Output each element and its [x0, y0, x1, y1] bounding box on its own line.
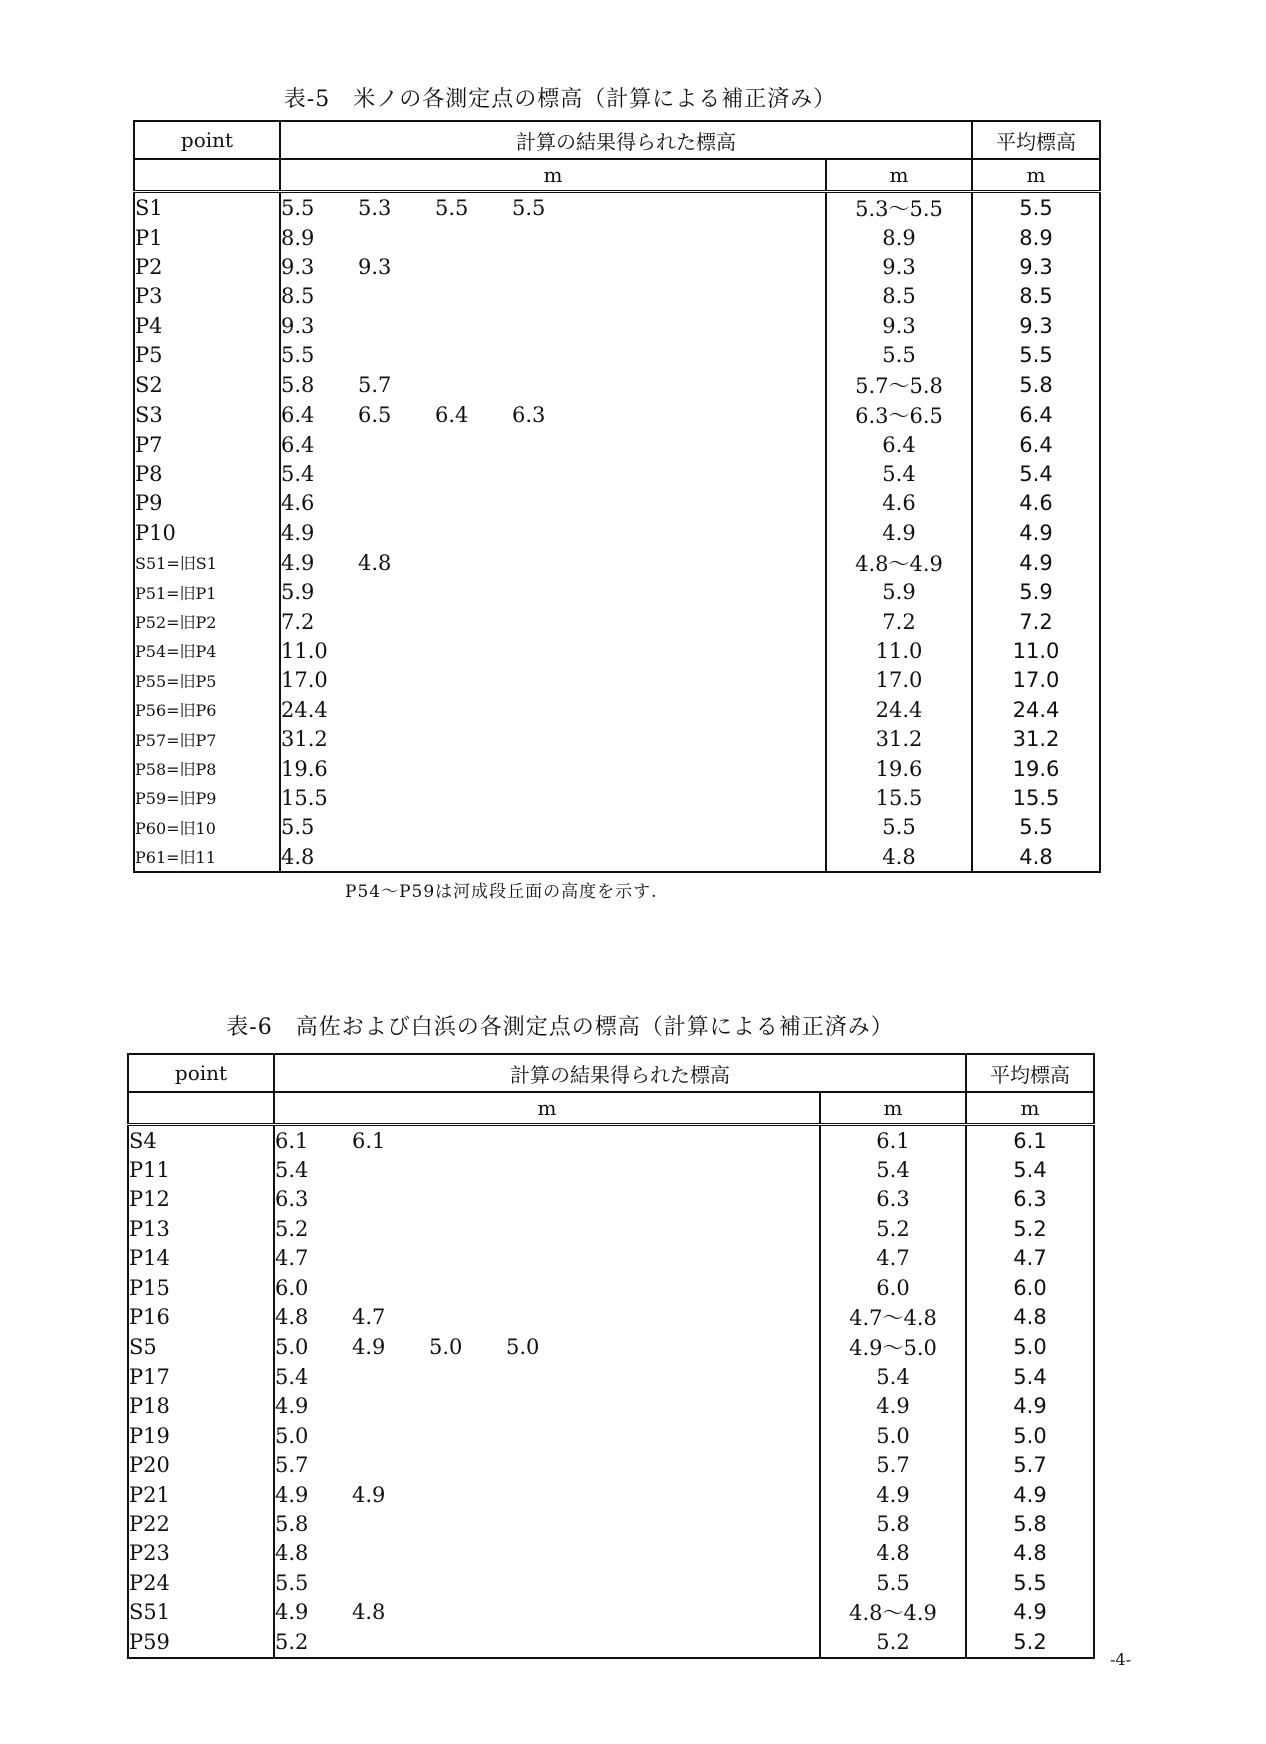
calc-values-cell — [280, 311, 826, 340]
range-cell: 4.7～4.8 — [820, 1302, 966, 1332]
calc-value: 4.6 — [281, 491, 315, 516]
table5-note: P54～P59は河成段丘面の高度を示す. — [345, 882, 658, 902]
calc-value: 4.9 — [352, 1482, 386, 1507]
average-cell: 4.8 — [966, 1539, 1094, 1568]
point-cell: P15 — [128, 1273, 274, 1302]
table-row — [128, 1362, 1094, 1391]
table-row — [134, 341, 1100, 370]
calc-value: 5.5 — [512, 196, 546, 220]
table5-caption: 表-5 米ノの各測定点の標高（計算による補正済み） — [283, 87, 837, 112]
average-cell: 6.3 — [966, 1185, 1094, 1214]
calc-value: 8.9 — [281, 225, 315, 250]
table-row — [128, 1185, 1094, 1214]
calc-value: 4.7 — [352, 1305, 386, 1330]
table-row — [128, 1244, 1094, 1273]
point-cell: P16 — [128, 1302, 274, 1332]
point-cell: P22 — [128, 1509, 274, 1538]
point-cell: P12 — [128, 1185, 274, 1214]
average-cell: 4.9 — [966, 1480, 1094, 1509]
table5-body — [134, 192, 1100, 873]
table-row — [134, 400, 1100, 430]
average-cell: 24.4 — [972, 695, 1100, 724]
range-cell: 11.0 — [826, 636, 972, 665]
header-unit-avg: m — [972, 159, 1100, 192]
average-cell: 4.9 — [972, 548, 1100, 578]
calc-values-cell — [280, 842, 826, 872]
average-cell: 5.5 — [972, 341, 1100, 370]
point-cell: P21 — [128, 1480, 274, 1509]
calc-value: 5.8 — [281, 372, 315, 397]
calc-value: 6.1 — [275, 1128, 309, 1153]
range-cell: 4.6 — [826, 489, 972, 518]
calc-value: 15.5 — [281, 785, 328, 810]
calc-value: 4.9 — [275, 1482, 309, 1507]
average-cell: 6.4 — [972, 430, 1100, 459]
range-cell: 5.5 — [826, 813, 972, 842]
table-row — [134, 548, 1100, 578]
table6-caption: 表-6 高佐および白浜の各測定点の標高（計算による補正済み） — [226, 1015, 894, 1040]
range-cell: 5.2 — [820, 1214, 966, 1243]
calc-value: 5.4 — [275, 1158, 309, 1183]
calc-values-cell — [280, 282, 826, 311]
calc-values-cell — [280, 252, 826, 281]
point-cell: S4 — [128, 1125, 274, 1156]
calc-value: 5.5 — [275, 1570, 309, 1595]
calc-value: 6.3 — [275, 1187, 309, 1212]
calc-values-cell — [274, 1273, 820, 1302]
average-cell: 17.0 — [972, 666, 1100, 695]
calc-value: 5.0 — [506, 1335, 540, 1360]
calc-values-cell — [274, 1125, 820, 1156]
average-cell: 4.7 — [966, 1244, 1094, 1273]
calc-values-cell — [274, 1392, 820, 1421]
point-cell: P51=旧P1 — [134, 578, 280, 607]
table-row — [128, 1597, 1094, 1627]
table-row — [128, 1273, 1094, 1302]
range-cell: 4.9 — [820, 1480, 966, 1509]
calc-values-cell — [274, 1421, 820, 1450]
average-cell: 4.9 — [972, 518, 1100, 547]
average-cell: 9.3 — [972, 311, 1100, 340]
point-cell: P54=旧P4 — [134, 636, 280, 665]
range-cell: 8.9 — [826, 223, 972, 252]
table-row — [128, 1392, 1094, 1421]
range-cell: 19.6 — [826, 754, 972, 783]
point-cell: S51 — [128, 1597, 274, 1627]
calc-value: 6.1 — [352, 1128, 386, 1153]
header-calc: 計算の結果得られた標高 — [280, 121, 972, 159]
calc-value: 5.5 — [435, 196, 469, 220]
table-row — [134, 783, 1100, 812]
calc-value: 5.5 — [281, 815, 315, 840]
range-cell: 5.5 — [820, 1568, 966, 1597]
range-cell: 8.5 — [826, 282, 972, 311]
table6-body — [128, 1125, 1094, 1658]
table-row — [134, 282, 1100, 311]
range-cell: 4.8 — [826, 842, 972, 872]
table-row — [128, 1509, 1094, 1538]
calc-value: 6.4 — [281, 402, 315, 427]
table-row — [134, 459, 1100, 488]
header-avg: 平均標高 — [972, 121, 1100, 159]
average-cell: 9.3 — [972, 252, 1100, 281]
average-cell: 4.9 — [966, 1392, 1094, 1421]
point-cell: P59 — [128, 1627, 274, 1657]
average-cell: 4.8 — [966, 1302, 1094, 1332]
range-cell: 24.4 — [826, 695, 972, 724]
calc-values-cell — [274, 1627, 820, 1657]
point-cell: P59=旧P9 — [134, 783, 280, 812]
table-row — [134, 666, 1100, 695]
calc-values-cell — [274, 1185, 820, 1214]
point-cell: P14 — [128, 1244, 274, 1273]
table-row — [128, 1332, 1094, 1362]
point-cell: P24 — [128, 1568, 274, 1597]
calc-value: 4.8 — [352, 1600, 386, 1625]
range-cell: 4.9 — [826, 518, 972, 547]
calc-values-cell — [274, 1509, 820, 1538]
range-cell: 9.3 — [826, 252, 972, 281]
header-calc: 計算の結果得られた標高 — [274, 1054, 966, 1092]
calc-values-cell — [280, 813, 826, 842]
range-cell: 4.8～4.9 — [826, 548, 972, 578]
table-row — [128, 1539, 1094, 1568]
table-row — [134, 252, 1100, 281]
calc-value: 5.9 — [281, 580, 315, 605]
table-row — [134, 518, 1100, 547]
point-cell: S2 — [134, 370, 280, 400]
table-row — [134, 430, 1100, 459]
average-cell: 5.2 — [966, 1627, 1094, 1657]
calc-value: 5.0 — [429, 1335, 463, 1360]
table-row — [128, 1451, 1094, 1480]
range-cell: 5.5 — [826, 341, 972, 370]
calc-values-cell — [280, 636, 826, 665]
table-row — [128, 1302, 1094, 1332]
calc-values-cell — [280, 548, 826, 578]
range-cell: 5.9 — [826, 578, 972, 607]
calc-values-cell — [274, 1332, 820, 1362]
average-cell: 5.4 — [972, 459, 1100, 488]
average-cell: 5.8 — [972, 370, 1100, 400]
calc-values-cell — [274, 1362, 820, 1391]
calc-value: 19.6 — [281, 756, 328, 781]
calc-value: 4.8 — [281, 844, 315, 869]
calc-value: 4.8 — [275, 1541, 309, 1566]
calc-values-cell — [280, 518, 826, 547]
page-number: -4- — [1110, 1650, 1131, 1669]
range-cell: 4.9～5.0 — [820, 1332, 966, 1362]
average-cell: 5.0 — [966, 1421, 1094, 1450]
calc-values-cell — [280, 459, 826, 488]
calc-values-cell — [274, 1539, 820, 1568]
table-row — [128, 1480, 1094, 1509]
range-cell: 5.8 — [820, 1509, 966, 1538]
average-cell: 5.5 — [966, 1568, 1094, 1597]
point-cell: P4 — [134, 311, 280, 340]
average-cell: 19.6 — [972, 754, 1100, 783]
table-row — [134, 607, 1100, 636]
calc-value: 9.3 — [281, 255, 315, 280]
range-cell: 5.0 — [820, 1421, 966, 1450]
average-cell: 11.0 — [972, 636, 1100, 665]
average-cell: 4.9 — [966, 1597, 1094, 1627]
calc-value: 9.3 — [358, 255, 392, 280]
average-cell: 4.8 — [972, 842, 1100, 872]
header-unit-range: m — [820, 1092, 966, 1125]
calc-value: 4.9 — [275, 1600, 309, 1625]
average-cell: 7.2 — [972, 607, 1100, 636]
range-cell: 4.9 — [820, 1392, 966, 1421]
average-cell: 6.4 — [972, 400, 1100, 430]
point-cell: P17 — [128, 1362, 274, 1391]
calc-value: 5.4 — [281, 462, 315, 487]
average-cell: 5.4 — [966, 1362, 1094, 1391]
calc-value: 5.5 — [281, 196, 315, 220]
calc-values-cell — [280, 666, 826, 695]
calc-value: 4.9 — [281, 550, 315, 575]
average-cell: 4.6 — [972, 489, 1100, 518]
header-point: point — [134, 121, 280, 159]
table-row — [134, 724, 1100, 753]
calc-value: 4.8 — [275, 1305, 309, 1330]
calc-values-cell — [274, 1451, 820, 1480]
header-avg: 平均標高 — [966, 1054, 1094, 1092]
point-cell: P58=旧P8 — [134, 754, 280, 783]
calc-value: 4.9 — [352, 1335, 386, 1360]
calc-value: 7.2 — [281, 609, 315, 634]
table-row — [128, 1627, 1094, 1657]
calc-values-cell — [280, 783, 826, 812]
calc-values-cell — [280, 607, 826, 636]
calc-values-cell — [280, 724, 826, 753]
point-cell: P19 — [128, 1421, 274, 1450]
calc-value: 9.3 — [281, 313, 315, 338]
header-unit-avg: m — [966, 1092, 1094, 1125]
average-cell: 5.5 — [972, 813, 1100, 842]
range-cell: 5.2 — [820, 1627, 966, 1657]
header-unit-calc: m — [280, 159, 826, 192]
table-row — [128, 1568, 1094, 1597]
calc-value: 4.9 — [281, 520, 315, 545]
table-row — [134, 489, 1100, 518]
table-row — [134, 695, 1100, 724]
table5 — [133, 120, 1101, 873]
table-row — [134, 842, 1100, 872]
average-cell: 8.9 — [972, 223, 1100, 252]
calc-value: 4.8 — [358, 550, 392, 575]
average-cell: 6.0 — [966, 1273, 1094, 1302]
calc-values-cell — [274, 1568, 820, 1597]
calc-value: 11.0 — [281, 638, 328, 663]
calc-values-cell — [280, 695, 826, 724]
calc-value: 5.0 — [275, 1335, 309, 1360]
calc-value: 4.9 — [275, 1394, 309, 1419]
point-cell: P55=旧P5 — [134, 666, 280, 695]
calc-values-cell — [274, 1214, 820, 1243]
point-cell: P23 — [128, 1539, 274, 1568]
calc-values-cell — [280, 754, 826, 783]
range-cell: 9.3 — [826, 311, 972, 340]
calc-value: 31.2 — [281, 727, 328, 752]
range-cell: 6.3 — [820, 1185, 966, 1214]
range-cell: 4.8～4.9 — [820, 1597, 966, 1627]
table-row — [134, 192, 1100, 224]
table-row — [128, 1214, 1094, 1243]
point-cell: P1 — [134, 223, 280, 252]
average-cell: 6.1 — [966, 1125, 1094, 1156]
point-cell: P8 — [134, 459, 280, 488]
calc-values-cell — [274, 1597, 820, 1627]
calc-values-cell — [280, 578, 826, 607]
calc-value: 5.0 — [275, 1423, 309, 1448]
header-unit-calc: m — [274, 1092, 820, 1125]
table-row — [134, 754, 1100, 783]
range-cell: 5.3～5.5 — [826, 192, 972, 224]
calc-values-cell — [280, 370, 826, 400]
table-row — [134, 370, 1100, 400]
calc-value: 6.0 — [275, 1275, 309, 1300]
average-cell: 31.2 — [972, 724, 1100, 753]
calc-value: 5.7 — [358, 372, 392, 397]
calc-value: 5.7 — [275, 1453, 309, 1478]
range-cell: 6.4 — [826, 430, 972, 459]
table-row — [134, 636, 1100, 665]
point-cell: P10 — [134, 518, 280, 547]
point-cell: P9 — [134, 489, 280, 518]
average-cell: 5.0 — [966, 1332, 1094, 1362]
table-row — [134, 578, 1100, 607]
calc-values-cell — [280, 430, 826, 459]
average-cell: 15.5 — [972, 783, 1100, 812]
point-cell: P61=旧11 — [134, 842, 280, 872]
average-cell: 5.8 — [966, 1509, 1094, 1538]
range-cell: 5.4 — [820, 1155, 966, 1184]
average-cell: 5.2 — [966, 1214, 1094, 1243]
range-cell: 15.5 — [826, 783, 972, 812]
point-cell: S1 — [134, 192, 280, 224]
point-cell: P2 — [134, 252, 280, 281]
header-unit-range: m — [826, 159, 972, 192]
range-cell: 4.7 — [820, 1244, 966, 1273]
table-row — [128, 1421, 1094, 1450]
range-cell: 6.3～6.5 — [826, 400, 972, 430]
point-cell: P7 — [134, 430, 280, 459]
range-cell: 6.1 — [820, 1125, 966, 1156]
average-cell: 5.9 — [972, 578, 1100, 607]
calc-values-cell — [280, 223, 826, 252]
calc-value: 6.4 — [281, 432, 315, 457]
range-cell: 5.7～5.8 — [826, 370, 972, 400]
range-cell: 17.0 — [826, 666, 972, 695]
calc-value: 8.5 — [281, 284, 315, 309]
calc-value: 17.0 — [281, 668, 328, 693]
point-cell: P56=旧P6 — [134, 695, 280, 724]
range-cell: 31.2 — [826, 724, 972, 753]
range-cell: 5.4 — [826, 459, 972, 488]
range-cell: 6.0 — [820, 1273, 966, 1302]
point-cell: S3 — [134, 400, 280, 430]
point-cell: P60=旧10 — [134, 813, 280, 842]
point-cell: P57=旧P7 — [134, 724, 280, 753]
calc-value: 6.5 — [358, 402, 392, 427]
calc-values-cell — [274, 1155, 820, 1184]
point-cell: P20 — [128, 1451, 274, 1480]
calc-values-cell — [280, 192, 826, 224]
calc-value: 5.2 — [275, 1630, 309, 1655]
average-cell: 5.5 — [972, 192, 1100, 224]
point-cell: P5 — [134, 341, 280, 370]
calc-value: 5.2 — [275, 1216, 309, 1241]
calc-values-cell — [280, 341, 826, 370]
calc-values-cell — [280, 489, 826, 518]
calc-values-cell — [274, 1302, 820, 1332]
point-cell: P11 — [128, 1155, 274, 1184]
table-row — [128, 1125, 1094, 1156]
point-cell: P18 — [128, 1392, 274, 1421]
table-row — [128, 1155, 1094, 1184]
calc-values-cell — [280, 400, 826, 430]
calc-value: 5.3 — [358, 196, 392, 220]
header-blank — [128, 1092, 274, 1125]
range-cell: 5.4 — [820, 1362, 966, 1391]
point-cell: P52=旧P2 — [134, 607, 280, 636]
calc-values-cell — [274, 1244, 820, 1273]
calc-value: 24.4 — [281, 697, 328, 722]
header-point: point — [128, 1054, 274, 1092]
calc-value: 5.8 — [275, 1511, 309, 1536]
range-cell: 4.8 — [820, 1539, 966, 1568]
calc-value: 4.7 — [275, 1246, 309, 1271]
calc-values-cell — [274, 1480, 820, 1509]
range-cell: 7.2 — [826, 607, 972, 636]
header-blank — [134, 159, 280, 192]
point-cell: P3 — [134, 282, 280, 311]
calc-value: 5.4 — [275, 1365, 309, 1390]
table6 — [127, 1053, 1095, 1659]
table-row — [134, 223, 1100, 252]
table-row — [134, 311, 1100, 340]
average-cell: 5.7 — [966, 1451, 1094, 1480]
point-cell: S51=旧S1 — [134, 548, 280, 578]
calc-value: 6.3 — [512, 402, 546, 427]
calc-value: 6.4 — [435, 402, 469, 427]
calc-value: 5.5 — [281, 343, 315, 368]
table-row — [134, 813, 1100, 842]
point-cell: P13 — [128, 1214, 274, 1243]
average-cell: 5.4 — [966, 1155, 1094, 1184]
range-cell: 5.7 — [820, 1451, 966, 1480]
average-cell: 8.5 — [972, 282, 1100, 311]
point-cell: S5 — [128, 1332, 274, 1362]
